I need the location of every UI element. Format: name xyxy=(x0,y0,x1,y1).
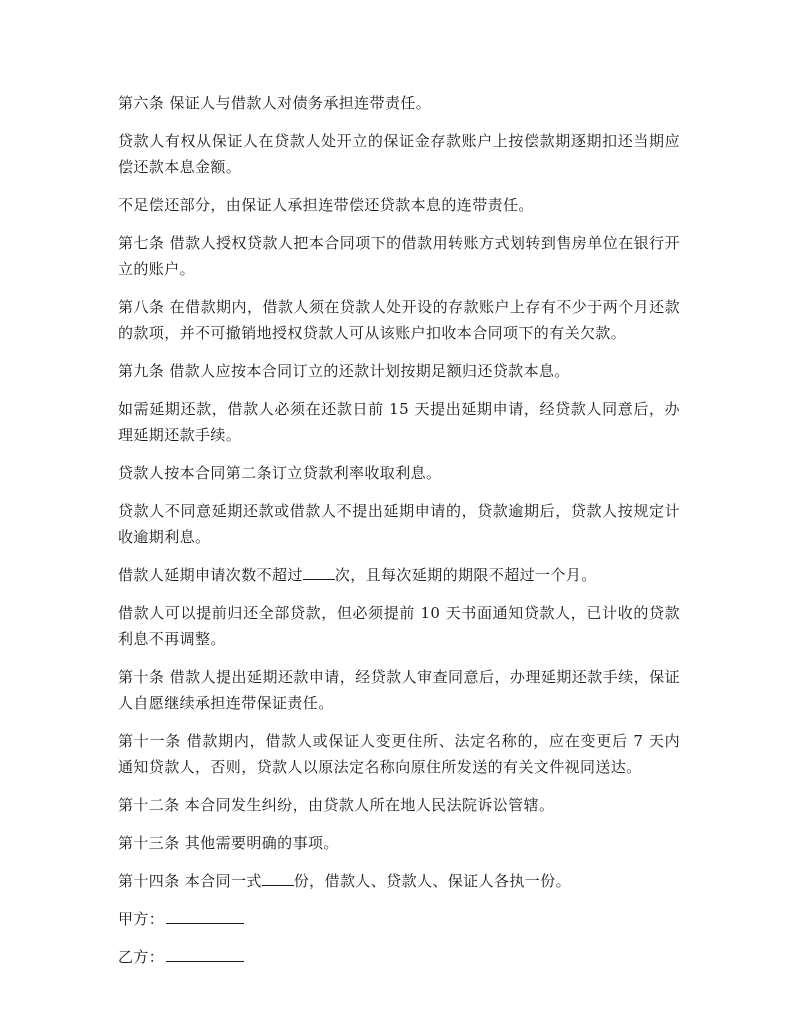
party-b-label: 乙方： xyxy=(118,948,165,966)
clause-13: 第十三条 其他需要明确的事项。 xyxy=(118,834,339,852)
clause-6-shortfall: 不足偿还部分，由保证人承担连带偿还贷款本息的连带责任。 xyxy=(118,196,534,214)
copies-text-before: 第十四条 本合同一式 xyxy=(118,872,262,890)
clause-6: 第六条 保证人与借款人对债务承担连带责任。 xyxy=(118,94,432,112)
clause-14 xyxy=(118,868,680,894)
clause-9-extension-limit xyxy=(118,562,680,588)
extension-count-blank xyxy=(303,563,335,580)
party-b-blank xyxy=(166,945,244,962)
extension-limit-text-after: 次，且每次延期的期限不超过一个月。 xyxy=(334,566,597,584)
party-a-blank xyxy=(166,907,244,924)
copies-count-blank xyxy=(262,869,294,886)
clause-10: 第十条 借款人提出延期还款申请，经贷款人审查同意后，办理延期还款手续，保证人自愿继续承担连带保证责任。 xyxy=(118,668,680,712)
contract-page xyxy=(118,90,680,982)
copies-text-after: 份，借款人、贷款人、保证人各执一份。 xyxy=(293,872,571,890)
clause-9-extension: 如需延期还款，借款人必须在还款日前 15 天提出延期申请，经贷款人同意后，办理延期还款手续。 xyxy=(118,400,680,444)
clause-6-deduction: 贷款人有权从保证人在贷款人处开立的保证金存款账户上按偿款期逐期扣还当期应偿还款本息金额。 xyxy=(118,132,680,176)
clause-9-prepayment: 借款人可以提前归还全部贷款，但必须提前 10 天书面通知贷款人，已计收的贷款利息不再调整。 xyxy=(118,604,680,648)
clause-9: 第九条 借款人应按本合同订立的还款计划按期足额归还贷款本息。 xyxy=(118,362,570,380)
clause-9-overdue: 贷款人不同意延期还款或借款人不提出延期申请的，贷款逾期后，贷款人按规定计收逾期利息。 xyxy=(118,502,680,546)
party-a-line xyxy=(118,906,680,932)
clause-8: 第八条 在借款期内，借款人须在贷款人处开设的存款账户上存有不少于两个月还款的款项，并不可撤销地授权贷款人可从该账户扣收本合同项下的有关欠款。 xyxy=(118,298,680,342)
clause-11: 第十一条 借款期内，借款人或保证人变更住所、法定名称的，应在变更后 7 天内通知贷款人，否则，贷款人以原法定名称向原住所发送的有关文件视同送达。 xyxy=(118,732,680,776)
party-b-line xyxy=(118,944,680,970)
clause-7: 第七条 借款人授权贷款人把本合同项下的借款用转账方式划转到售房单位在银行开立的账户。 xyxy=(118,234,680,278)
clause-12: 第十二条 本合同发生纠纷，由贷款人所在地人民法院诉讼管辖。 xyxy=(118,796,555,814)
extension-limit-text-before: 借款人延期申请次数不超过 xyxy=(118,566,303,584)
party-a-label: 甲方： xyxy=(118,910,165,928)
clause-9-interest: 贷款人按本合同第二条订立贷款利率收取利息。 xyxy=(118,464,442,482)
